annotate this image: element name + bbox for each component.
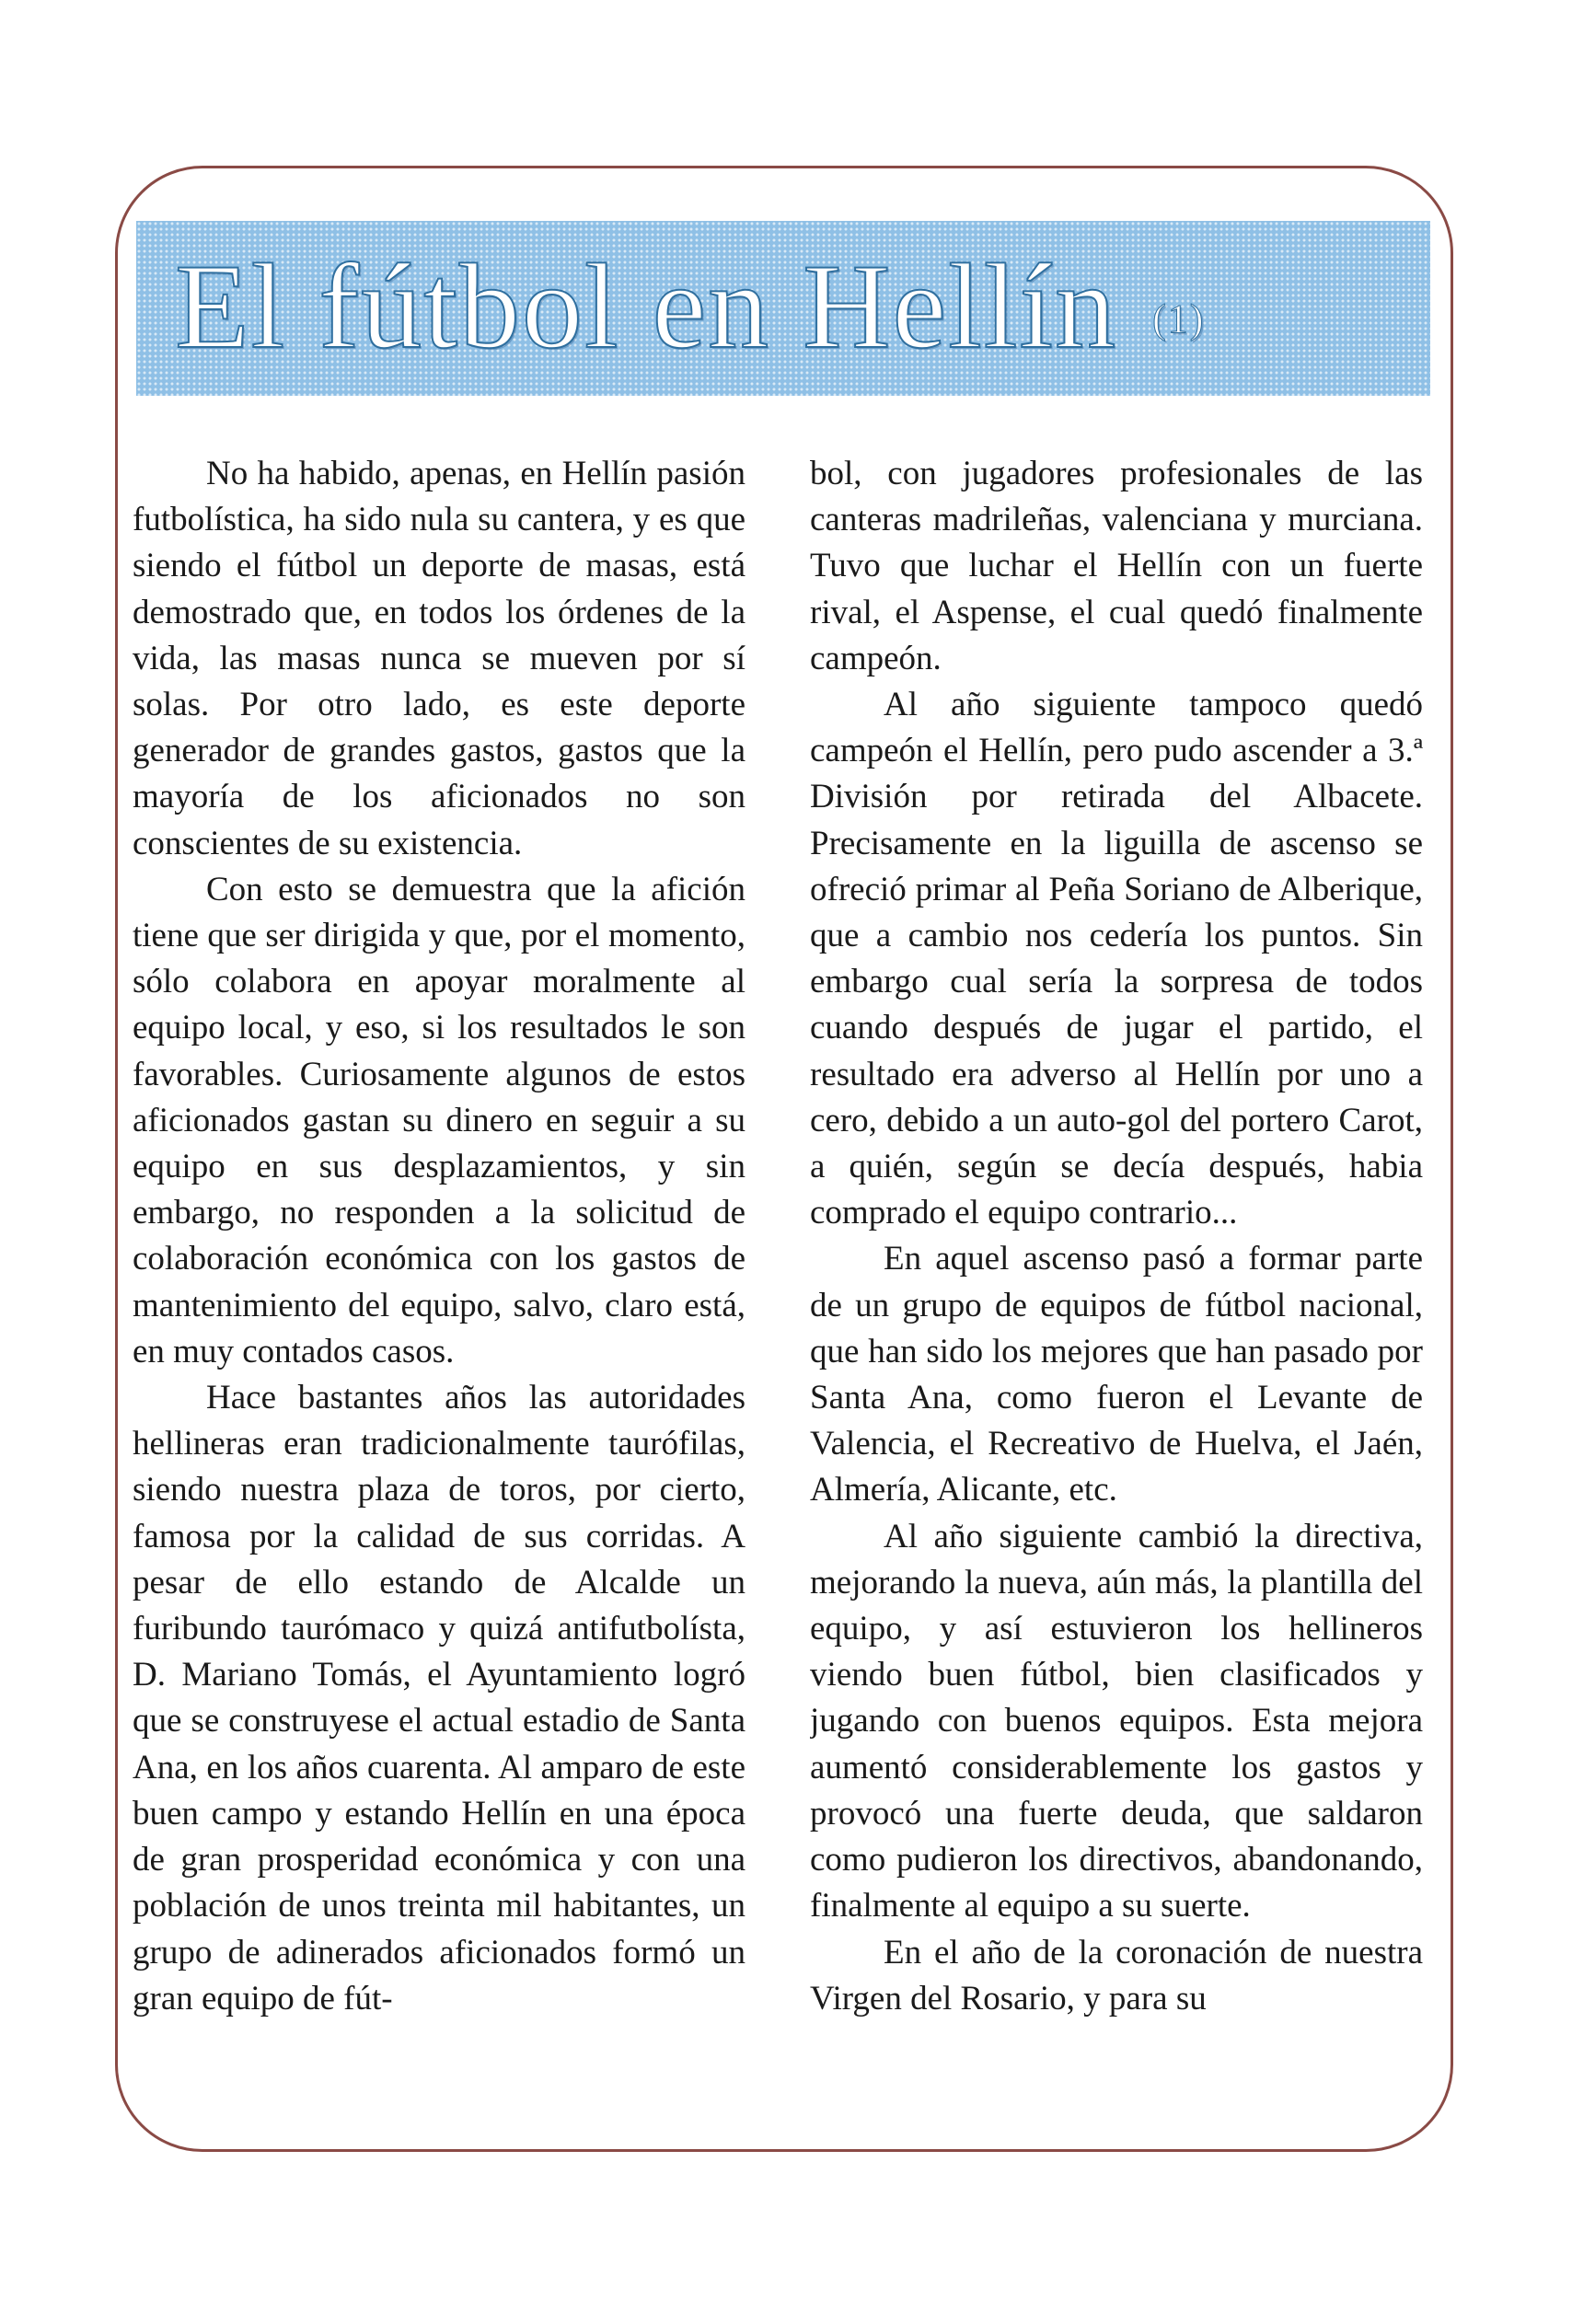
column-left	[133, 451, 745, 2135]
article-title-text: El fútbol en Hellín	[175, 238, 1118, 374]
paragraph: Hace bastantes años las autoridades hellineras eran tradicionalmente taurófilas, siendo nuestra plaza de toros, por cierto, famosa por la calidad de sus corridas. A pesar de ello estando de Alcalde un furibundo taurómaco y quizá antifutbolísta, D. Mariano Tomás, el Ayuntamiento logró que se construyese el actual estadio de Santa Ana, en los años cuarenta. Al amparo de este buen campo y estando Hellín en una época de gran prosperidad económica y con una población de unos treinta mil habitantes, un grupo de adinerados aficionados formó un gran equipo de fút-	[133, 1379, 745, 2018]
paragraph: En aquel ascenso pasó a formar parte de un grupo de equipos de fútbol nacional, que han sido los mejores que han pasado por Santa Ana, como fueron el Levante de Valencia, el Recreativo de Huelva, el Jaén, Almería, Alicante, etc.	[810, 1240, 1423, 1509]
paragraph: Al año siguiente cambió la directiva, mejorando la nueva, aún más, la plantilla del equipo, y así estuvieron los hellineros viendo buen fútbol, bien clasificados y jugando con buenos equipos. Esta mejora aumentó considerablemente los gastos y provocó una fuerte deuda, que saldaron como pudieron los directivos, abandonando, finalmente al equipo a su suerte.	[810, 1517, 1423, 1925]
article-title	[175, 237, 1205, 388]
paragraph: Al año siguiente tampoco quedó campeón el Hellín, pero pudo ascender a 3.ª División por retirada del Albacete. Precisamente en la liguilla de ascenso se ofreció primar al Peña Soriano de Alberique, que a cambio nos cedería los puntos. Sin embargo cual sería la sorpresa de todos cuando después de jugar el partido, el resultado era adverso al Hellín por uno a cero, debido a un auto-gol del portero Carot, a quién, según se decía después, habia comprado el equipo contrario...	[810, 686, 1423, 1232]
title-banner	[136, 221, 1430, 396]
paragraph: En el año de la coronación de nuestra Virgen del Rosario, y para su	[810, 1933, 1423, 2018]
paragraph: Con esto se demuestra que la afición tiene que ser dirigida y que, por el momento, sólo colabora en apoyar moralmente al equipo local, y eso, si los resultados le son favorables. Curiosamente algunos de estos aficionados gastan su dinero en seguir a su equipo en sus desplazamientos, y sin embargo, no responden a la solicitud de colaboración económica con los gastos de mantenimiento del equipo, salvo, claro está, en muy contados casos.	[133, 870, 745, 1370]
article-title-suffix: (1)	[1152, 295, 1206, 341]
column-right	[810, 451, 1423, 2135]
paragraph: No ha habido, apenas, en Hellín pasión futbolística, ha sido nula su cantera, y es que siendo el fútbol un deporte de masas, está demostrado que, en todos los órdenes de la vida, las masas nunca se mueven por sí solas. Por otro lado, es este deporte generador de grandes gastos, gastos que la mayoría de los aficionados no son conscientes de su existencia.	[133, 455, 745, 862]
paragraph-continued: bol, con jugadores profesionales de las canteras madrileñas, valenciana y murciana. Tuvo que luchar el Hellín con un fuerte rival, el Aspense, el cual quedó finalmente campeón.	[810, 455, 1423, 677]
